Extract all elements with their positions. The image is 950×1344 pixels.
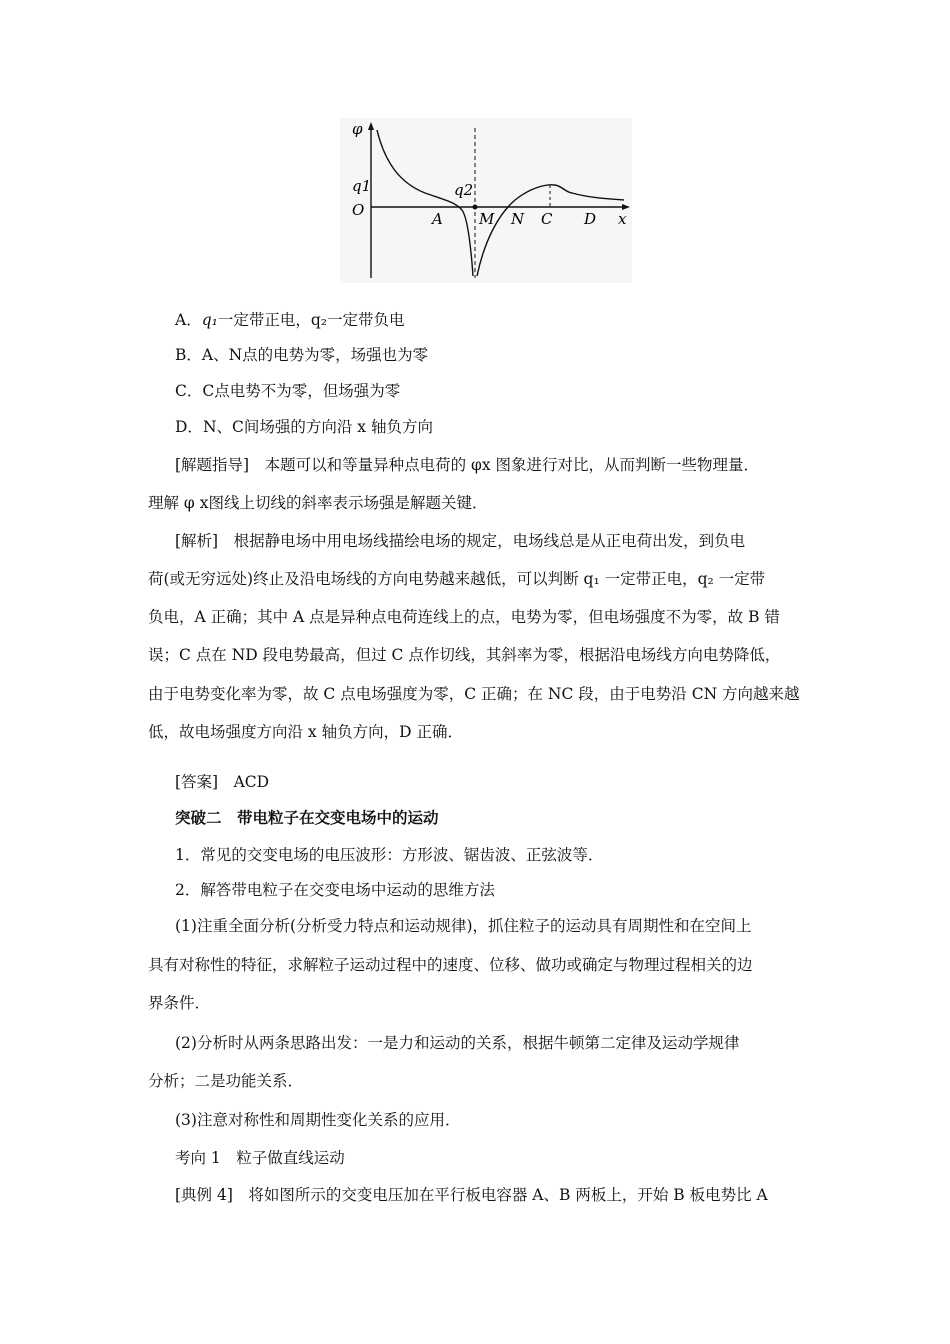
option-b bbox=[175, 345, 865, 365]
label-q1: q1 bbox=[352, 177, 372, 195]
answer: [答案] ACD bbox=[175, 773, 270, 791]
option-a-text: 一定带正电，q₂一定带负电 bbox=[217, 311, 405, 329]
label-a: A bbox=[432, 210, 443, 228]
direction-heading: 考向 1 粒子做直线运动 bbox=[175, 1149, 345, 1167]
section-p3-line3: 界条件． bbox=[148, 994, 211, 1012]
label-m: M bbox=[479, 210, 495, 228]
option-c bbox=[175, 381, 865, 401]
label-q2: q2 bbox=[454, 181, 474, 199]
section-p3-line1: (1)注重全面分析(分析受力特点和运动规律)，抓住粒子的运动具有周期性和在空间上 bbox=[175, 917, 752, 935]
guide-line-1: [解题指导] 本题可以和等量异种点电荷的 φx 图象进行对比，从而判断一些物理量． bbox=[175, 456, 760, 474]
option-a-q: q₁ bbox=[201, 311, 218, 329]
potential-graph bbox=[340, 118, 632, 283]
option-a-prefix: A． bbox=[175, 311, 202, 329]
phi-x-graph-svg bbox=[340, 118, 632, 283]
analysis-line-3: 负电，A 正确；其中 A 点是异种点电荷连线上的点，电势为零，但电场强度不为零，故 B 错 bbox=[148, 608, 780, 626]
label-origin: O bbox=[352, 201, 365, 219]
option-b-prefix: B． bbox=[175, 346, 202, 364]
section-title: 突破二 带电粒子在交变电场中的运动 bbox=[175, 809, 439, 827]
q2-point bbox=[473, 205, 478, 210]
label-phi: φ bbox=[352, 120, 363, 138]
option-d-prefix: D． bbox=[175, 418, 203, 436]
analysis-line-1: [解析] 根据静电场中用电场线描绘电场的规定，电场线总是从正电荷出发，到负电 bbox=[175, 532, 746, 550]
option-a bbox=[175, 310, 865, 330]
label-x: x bbox=[618, 210, 627, 228]
section-p2: 2．解答带电粒子在交变电场中运动的思维方法 bbox=[175, 881, 495, 899]
section-p1: 1．常见的交变电场的电压波形：方形波、锯齿波、正弦波等． bbox=[175, 846, 604, 864]
analysis-line-4: 误；C 点在 ND 段电势最高，但过 C 点作切线，其斜率为零，根据沿电场线方向电势降低， bbox=[148, 646, 781, 664]
analysis-line-5: 由于电势变化率为零，故 C 点电场强度为零，C 正确；在 NC 段，由于电势沿 CN 方向越来越 bbox=[148, 685, 800, 703]
option-b-text: A、N点的电势为零，场强也为零 bbox=[201, 346, 429, 364]
option-d-text: N、C间场强的方向沿 x 轴负方向 bbox=[202, 418, 433, 436]
section-p4-line2: 分析；二是功能关系． bbox=[148, 1072, 304, 1090]
guide-line-2: 理解 φ x图线上切线的斜率表示场强是解题关键． bbox=[148, 494, 488, 512]
example-line: [典例 4] 将如图所示的交变电压加在平行板电容器 A、B 两板上，开始 B 板电势比 A bbox=[175, 1186, 768, 1204]
section-p4-line1: (2)分析时从两条思路出发：一是力和运动的关系，根据牛顿第二定律及运动学规律 bbox=[175, 1034, 740, 1052]
label-c: C bbox=[541, 210, 553, 228]
analysis-line-6: 低，故电场强度方向沿 x 轴负方向，D 正确． bbox=[148, 723, 463, 741]
label-d: D bbox=[584, 210, 597, 228]
label-n: N bbox=[511, 210, 525, 228]
section-p5: (3)注意对称性和周期性变化关系的应用． bbox=[175, 1111, 461, 1129]
option-d bbox=[175, 417, 865, 437]
section-p3-line2: 具有对称性的特征，求解粒子运动过程中的速度、位移、做功或确定与物理过程相关的边 bbox=[148, 956, 753, 974]
y-axis-arrow bbox=[368, 122, 374, 130]
option-c-prefix: C． bbox=[175, 382, 203, 400]
potential-curve-left bbox=[377, 130, 473, 276]
option-c-text: C点电势不为零，但场强为零 bbox=[202, 382, 401, 400]
analysis-line-2: 荷(或无穷远处)终止及沿电场线的方向电势越来越低，可以判断 q₁ 一定带正电，q₂ 一定带 bbox=[148, 570, 766, 588]
